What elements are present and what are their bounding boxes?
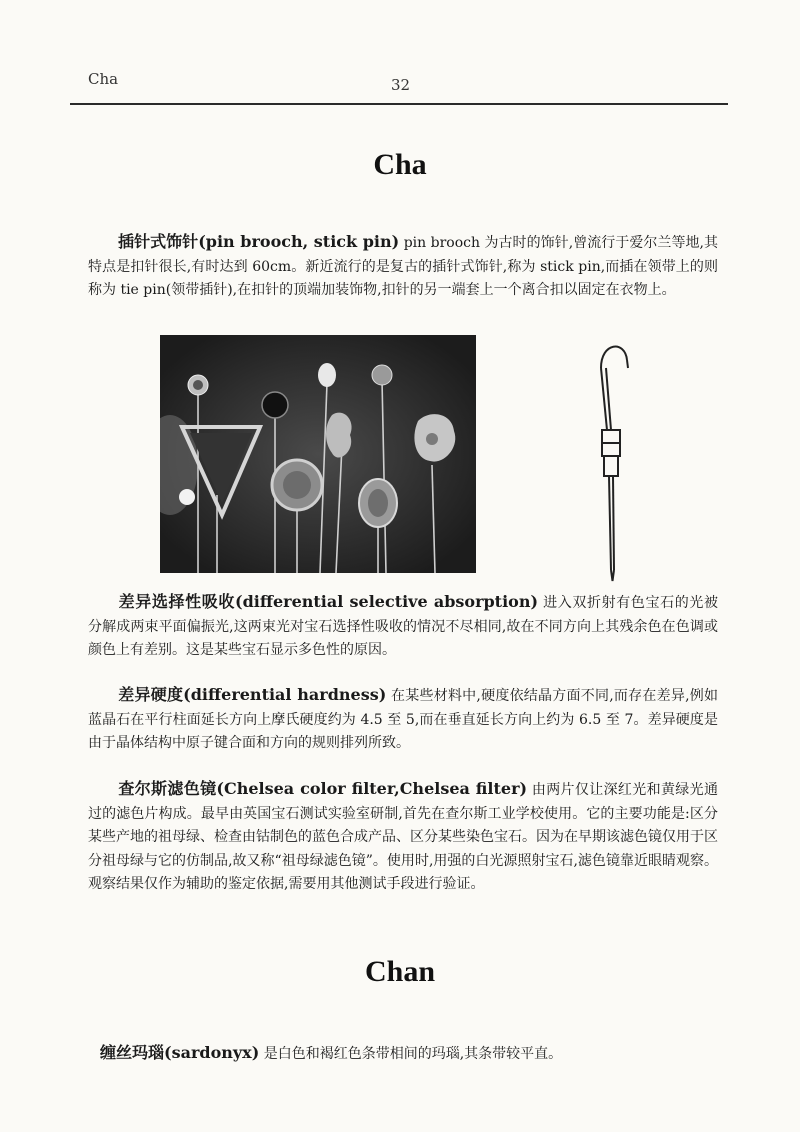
entry-text: 是白色和褐红色条带相间的玛瑙,其条带较平直。 xyxy=(263,1046,563,1062)
entry-chelsea-filter xyxy=(88,777,718,897)
page-number: 32 xyxy=(391,76,411,94)
running-head: Cha xyxy=(88,70,119,88)
entry-sardonyx xyxy=(100,1041,720,1067)
entry-term: 缠丝玛瑙(sardonyx) xyxy=(100,1043,260,1062)
entry-text: pin brooch 为古时的饰针,曾流行于爱尔兰等地,其特点是扣针很长,有时达到 60cm。新近流行的是复古的插针式饰针,称为 stick pin,而插在领带上的则称为 tie pin(领带插针),在扣针的顶端加装饰物,扣针的另一端套上一个离合扣以固定在衣物上。 xyxy=(88,235,718,298)
entry-term: 查尔斯滤色镜(Chelsea color filter,Chelsea filter) xyxy=(118,779,528,798)
entry-differential-hardness xyxy=(88,683,718,756)
entry-text: 在某些材料中,硬度依结晶方面不同,而存在差异,例如蓝晶石在平行柱面延长方向上摩氏硬度约为 4.5 至 5,而在垂直延长方向上约为 6.5 至 7。差异硬度是由于晶体结构中原子键合面和方向的规则排列所致。 xyxy=(88,688,718,751)
section-heading-chan: Chan xyxy=(364,955,436,988)
stick-pin-illustration xyxy=(583,338,643,583)
entry-pin-brooch xyxy=(88,230,718,303)
entry-text: 由两片仅让深红光和黄绿光通过的滤色片构成。最早由英国宝石测试实验室研制,首先在查尔斯工业学校使用。它的主要功能是:区分某些产地的祖母绿、检查由钴制色的蓝色合成产品、区分某些染色宝石。因为在早期该滤色镜仅用于区分祖母绿与它的仿制品,故又称“祖母绿滤色镜”。使用时,用强的白光源照射宝石,滤色镜靠近眼睛观察。观察结果仅作为辅助的鉴定依据,需要用其他测试手段进行验证。 xyxy=(88,782,718,892)
entry-term: 差异硬度(differential hardness) xyxy=(118,685,387,704)
entry-text: 进入双折射有色宝石的光被分解成两束平面偏振光,这两束光对宝石选择性吸收的情况不尽相同,故在不同方向上其残余色在色调或颜色上有差别。这是某些宝石显示多色性的原因。 xyxy=(88,595,718,658)
section-heading-cha: Cha xyxy=(373,148,427,181)
entry-term: 差异选择性吸收(differential selective absorption) xyxy=(118,592,539,611)
stick-pins-photo xyxy=(160,335,476,573)
entry-differential-absorption xyxy=(88,590,718,663)
header-rule xyxy=(70,103,728,105)
entry-term: 插针式饰针(pin brooch, stick pin) xyxy=(118,232,400,251)
